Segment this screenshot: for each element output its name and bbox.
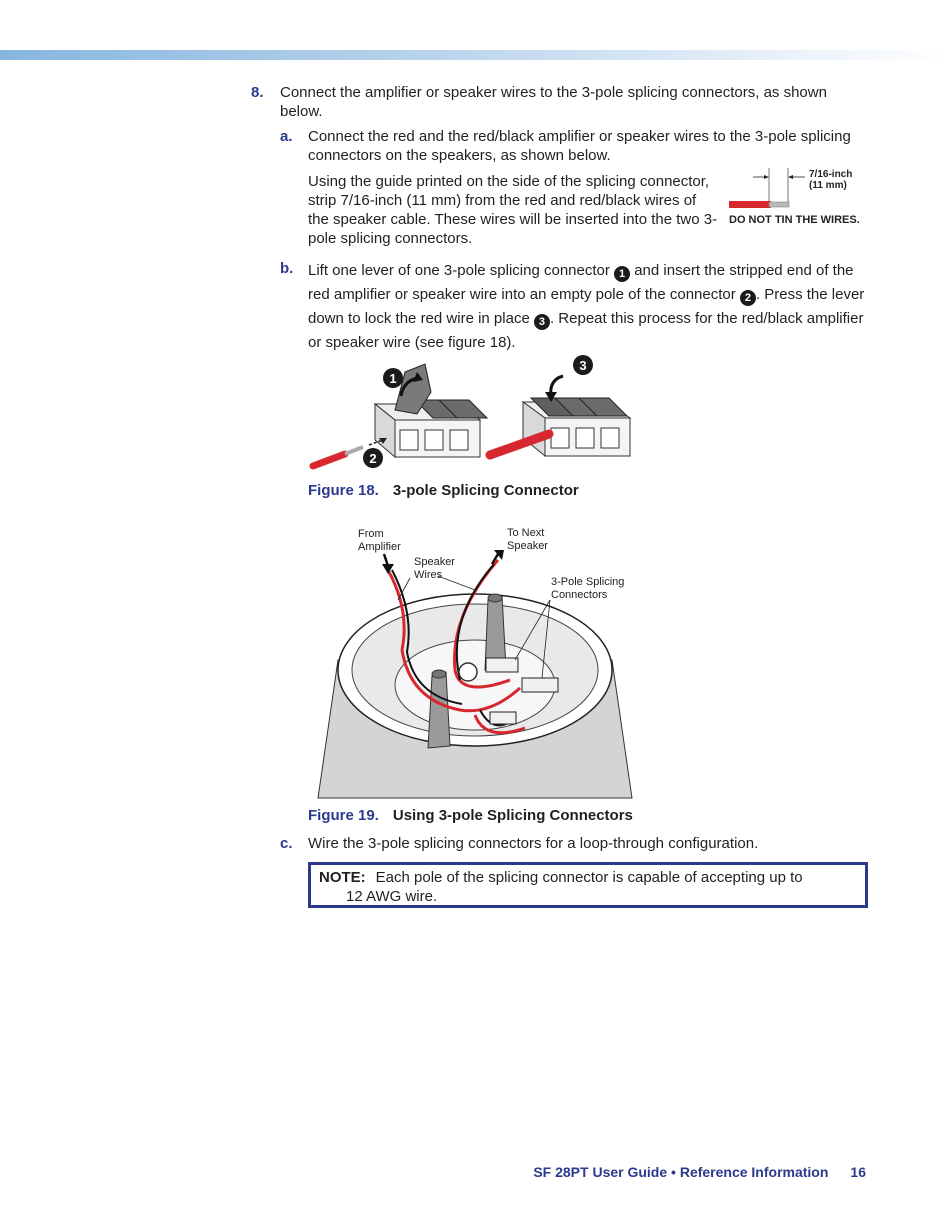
label-from-amplifier-2: Amplifier <box>358 541 401 553</box>
step-8-number: 8. <box>251 84 264 101</box>
wire-strip-diagram <box>725 165 870 230</box>
page-number: 16 <box>850 1164 866 1180</box>
leader-speaker-wires-1 <box>438 576 475 590</box>
figure-19-illustration <box>310 520 640 800</box>
label-from-amplifier-1: From <box>358 528 384 540</box>
step-a-paragraph: Using the guide printed on the side of the splicing connector, strip 7/16-inch (11 mm) from the red and red/black wires of the speaker cable. These wires will be inserted into the two 3-pole splicing connectors. <box>308 173 718 247</box>
figure-19-label: Figure 19. <box>308 807 379 824</box>
step-b-part4: . Repeat this process for the red/black amplifier or speaker wire (see figure 18). <box>308 310 864 351</box>
step-badge-2: 2 <box>740 290 756 306</box>
step-a-label: a. <box>280 128 293 145</box>
header-gradient-bar <box>0 50 950 60</box>
step-b-part3: . Press the lever down to lock the red wire in place <box>308 286 865 327</box>
figure-18-label: Figure 18. <box>308 482 379 499</box>
figure-18-title: 3-pole Splicing Connector <box>392 482 579 499</box>
figure-19-title: Using 3-pole Splicing Connectors <box>392 807 633 824</box>
splicing-connector-2 <box>522 678 558 692</box>
note-line1 <box>319 868 803 887</box>
callout-2-text: 2 <box>369 451 377 466</box>
callout-3-text: 3 <box>579 358 587 373</box>
page-footer <box>533 1164 866 1180</box>
note-label: NOTE: <box>319 869 366 886</box>
note-text-1: Each pole of the splicing connector is capable of accepting up to <box>375 869 803 886</box>
step-badge-1: 1 <box>614 266 630 282</box>
step-badge-3: 3 <box>534 314 550 330</box>
label-connectors-2: Connectors <box>551 589 608 601</box>
strip-measure-line2: (11 mm) <box>809 180 847 191</box>
step-c-text: Wire the 3-pole splicing connectors for a loop-through configuration. <box>308 835 759 852</box>
wire-stripped-end <box>769 202 789 207</box>
strip-measure-line1: 7/16-inch <box>809 169 853 180</box>
label-to-next-2: Speaker <box>507 540 548 552</box>
label-speaker-wires-1: Speaker <box>414 556 455 568</box>
terminal-ring <box>459 663 477 681</box>
step-b-label: b. <box>280 260 294 277</box>
step-c-label: c. <box>280 835 293 852</box>
strip-arrowhead-left <box>764 175 769 179</box>
callout-1-text: 1 <box>389 371 397 386</box>
figure-19-caption <box>308 806 633 825</box>
splicing-connector-1 <box>486 658 518 672</box>
step-b-part2: and insert the stripped end of the red amplifier or speaker wire into an empty pole of the connector <box>308 262 854 303</box>
figure-18-caption <box>308 481 579 500</box>
note-text-2: 12 AWG wire. <box>346 888 438 905</box>
label-speaker-wires-2: Wires <box>414 569 443 581</box>
post-left <box>428 672 450 748</box>
strip-arrowhead-right <box>788 175 793 179</box>
step-a-text: Connect the red and the red/black amplifier or speaker wires to the 3-pole splicing connectors on the speakers, as shown below. <box>308 128 851 164</box>
step-b-part1: Lift one lever of one 3-pole splicing connector <box>308 262 610 279</box>
connector-closed-lever <box>523 376 630 456</box>
strip-warning: DO NOT TIN THE WIRES. <box>729 214 860 226</box>
note-box <box>308 862 868 908</box>
label-to-next-1: To Next <box>507 527 545 539</box>
step-8-text: Connect the amplifier or speaker wires to the 3-pole splicing connectors, as shown below. <box>280 84 827 120</box>
step-b-text <box>308 259 868 355</box>
footer-title: SF 28PT User Guide • Reference Information <box>533 1164 829 1180</box>
figure-18-illustration <box>305 352 645 477</box>
terminal-block <box>490 712 516 724</box>
wire-insulation <box>729 201 771 208</box>
label-connectors-1: 3-Pole Splicing <box>551 576 625 588</box>
